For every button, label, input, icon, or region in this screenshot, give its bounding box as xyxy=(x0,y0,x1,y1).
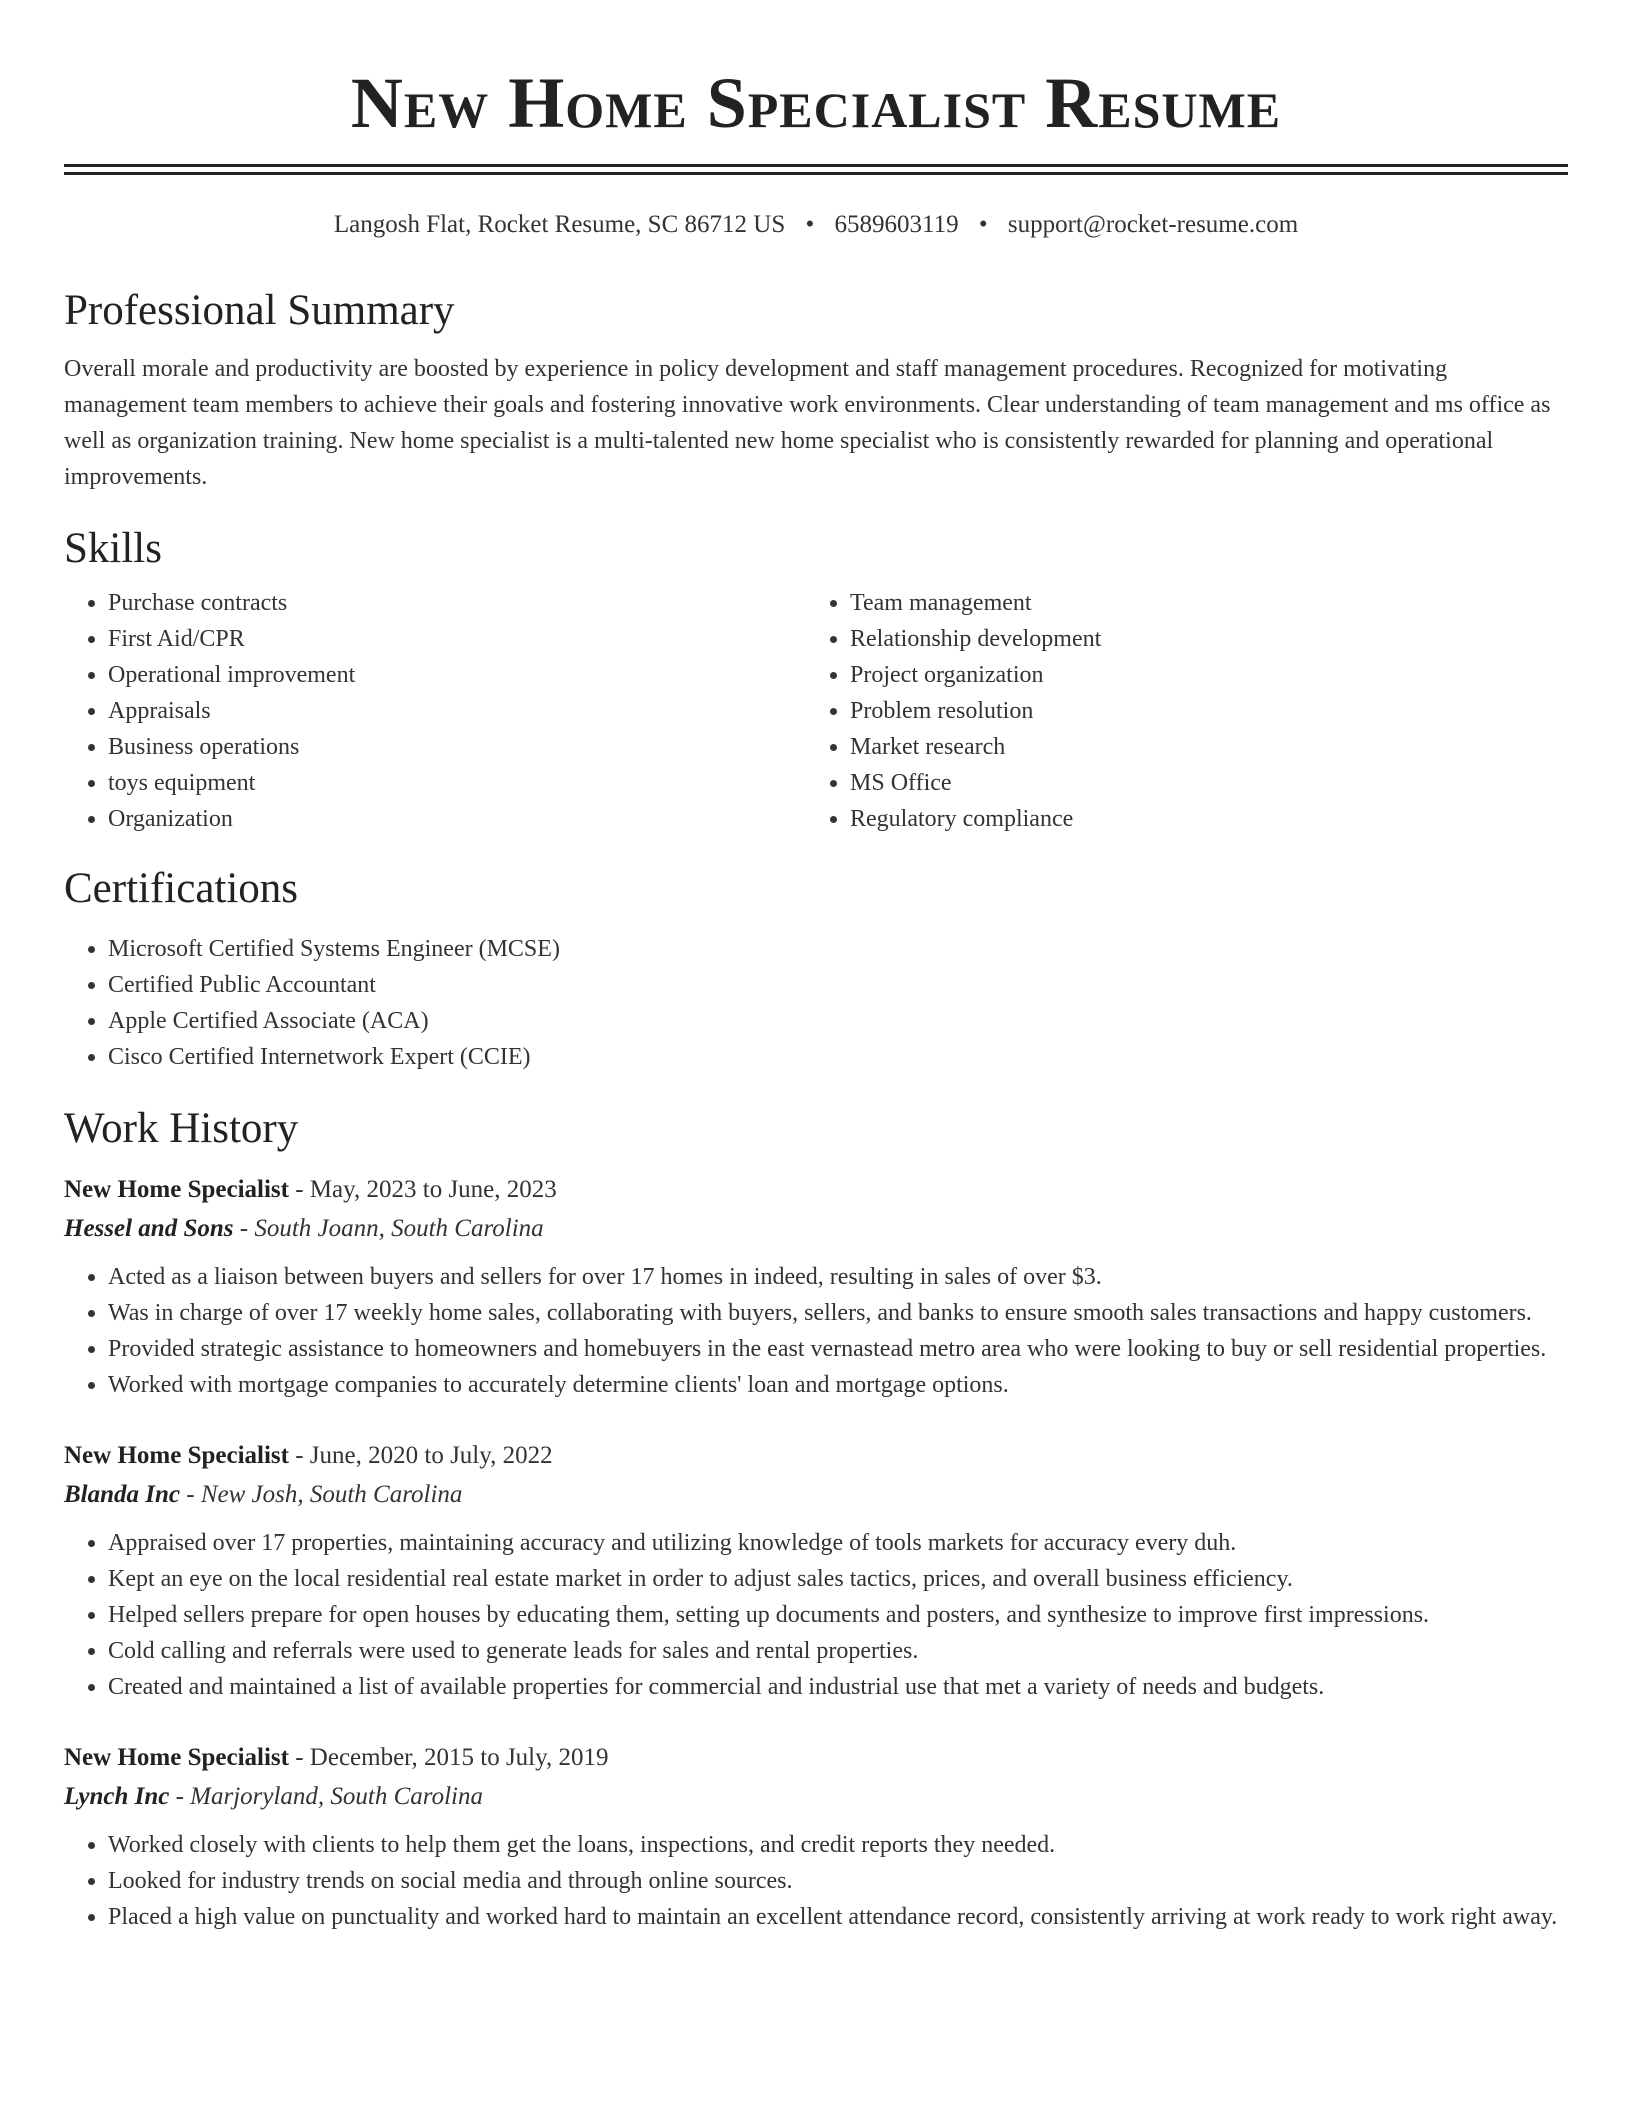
job-company-line xyxy=(64,1209,1568,1249)
job-dash: - xyxy=(169,1783,191,1810)
skill-item: • Team management xyxy=(850,585,1548,621)
skills-grid xyxy=(64,585,1568,837)
job-bullet: • Cold calling and referrals were used to generate leads for sales and rental properties. xyxy=(108,1633,1568,1669)
job-role: New Home Specialist xyxy=(64,1176,289,1203)
job-bullet: • Placed a high value on punctuality and worked hard to maintain an excellent attendance record, consistently arriving at work ready to work right away. xyxy=(108,1899,1568,1935)
job-bullet: • Acted as a liaison between buyers and sellers for over 17 homes in indeed, resulting in sales of over $3. xyxy=(108,1259,1568,1295)
skill-item: • First Aid/CPR xyxy=(108,621,806,657)
job-dash: - xyxy=(233,1215,255,1242)
skill-item: • Problem resolution xyxy=(850,693,1548,729)
job-location: Marjoryland, South Carolina xyxy=(190,1783,483,1810)
job-company: Blanda Inc xyxy=(64,1481,181,1508)
job-company-line xyxy=(64,1475,1568,1515)
job-bullet: • Created and maintained a list of available properties for commercial and industrial use that met a variety of needs and budgets. xyxy=(108,1669,1568,1705)
contact-phone: 6589603119 xyxy=(834,211,959,238)
job-dates: May, 2023 to June, 2023 xyxy=(309,1176,557,1203)
job-entry xyxy=(64,1437,1568,1705)
job-company-line xyxy=(64,1777,1568,1817)
job-company: Hessel and Sons xyxy=(64,1215,234,1242)
certification-item: • Microsoft Certified Systems Engineer (MCSE) xyxy=(108,931,1568,967)
job-bullet: • Kept an eye on the local residential real estate market in order to adjust sales tactics, prices, and overall business efficiency. xyxy=(108,1561,1568,1597)
job-entry xyxy=(64,1739,1568,1935)
certification-item: • Cisco Certified Internetwork Expert (CCIE) xyxy=(108,1039,1568,1075)
work-history-heading: Work History xyxy=(64,1105,299,1152)
job-location: New Josh, South Carolina xyxy=(200,1481,463,1508)
skill-item: • Business operations xyxy=(108,729,806,765)
job-title-line xyxy=(64,1739,1568,1777)
skill-item: • MS Office xyxy=(850,765,1548,801)
skill-item: • Project organization xyxy=(850,657,1548,693)
certification-item: • Apple Certified Associate (ACA) xyxy=(108,1003,1568,1039)
contact-line xyxy=(64,209,1568,241)
job-title-line xyxy=(64,1437,1568,1475)
job-location: South Joann, South Carolina xyxy=(254,1215,544,1242)
skills-column-left xyxy=(64,585,806,837)
skill-item: • Regulatory compliance xyxy=(850,801,1548,837)
resume-page xyxy=(64,0,1568,1935)
job-company: Lynch Inc xyxy=(64,1783,170,1810)
job-dates: June, 2020 to July, 2022 xyxy=(309,1442,553,1469)
job-bullet: • Was in charge of over 17 weekly home sales, collaborating with buyers, sellers, and banks to ensure smooth sales transactions and happy customers. xyxy=(108,1295,1568,1331)
job-bullet: • Worked closely with clients to help them get the loans, inspections, and credit reports they needed. xyxy=(108,1827,1568,1863)
job-title-line xyxy=(64,1171,1568,1209)
skill-item: • Appraisals xyxy=(108,693,806,729)
skill-item: • Relationship development xyxy=(850,621,1548,657)
summary-heading: Professional Summary xyxy=(64,287,455,334)
job-bullet: • Looked for industry trends on social media and through online sources. xyxy=(108,1863,1568,1899)
job-bullets xyxy=(64,1827,1568,1935)
job-bullets xyxy=(64,1525,1568,1705)
skill-item: • toys equipment xyxy=(108,765,806,801)
contact-separator: • xyxy=(805,211,815,238)
title-double-rule xyxy=(64,164,1568,175)
job-dash: - xyxy=(288,1744,310,1771)
skill-item: • Market research xyxy=(850,729,1548,765)
job-dash: - xyxy=(288,1442,310,1469)
skills-column-right xyxy=(806,585,1548,837)
skills-heading: Skills xyxy=(64,525,162,572)
skill-item: • Purchase contracts xyxy=(108,585,806,621)
job-dash: - xyxy=(288,1176,310,1203)
contact-separator: • xyxy=(978,211,988,238)
contact-email: support@rocket-resume.com xyxy=(1007,211,1299,238)
job-dates: December, 2015 to July, 2019 xyxy=(309,1744,609,1771)
job-bullet: • Worked with mortgage companies to accurately determine clients' loan and mortgage options. xyxy=(108,1367,1568,1403)
skill-item: • Operational improvement xyxy=(108,657,806,693)
summary-text: Overall morale and productivity are boosted by experience in policy development and staff management procedures. Recognized for motivating management team members to achieve their goals and fostering innovative work environments. Clear understanding of team management and ms office as well as organization training. New home specialist is a multi-talented new home specialist who is consistently rewarded for planning and operational improvements. xyxy=(64,356,1551,490)
certifications-heading: Certifications xyxy=(64,865,299,912)
certifications-list xyxy=(64,931,1568,1075)
job-role: New Home Specialist xyxy=(64,1744,289,1771)
resume-title: New Home Specialist Resume xyxy=(350,63,1282,143)
job-bullets xyxy=(64,1259,1568,1403)
job-role: New Home Specialist xyxy=(64,1442,289,1469)
job-dash: - xyxy=(180,1481,201,1508)
job-bullet: • Provided strategic assistance to homeowners and homebuyers in the east vernastead metro area who were looking to buy or sell residential properties. xyxy=(108,1331,1568,1367)
skill-item: • Organization xyxy=(108,801,806,837)
job-bullet: • Helped sellers prepare for open houses by educating them, setting up documents and posters, and synthesize to improve first impressions. xyxy=(108,1597,1568,1633)
job-entry xyxy=(64,1171,1568,1403)
certification-item: • Certified Public Accountant xyxy=(108,967,1568,1003)
contact-address: Langosh Flat, Rocket Resume, SC 86712 US xyxy=(333,211,786,238)
job-bullet: • Appraised over 17 properties, maintaining accuracy and utilizing knowledge of tools markets for accuracy every duh. xyxy=(108,1525,1568,1561)
